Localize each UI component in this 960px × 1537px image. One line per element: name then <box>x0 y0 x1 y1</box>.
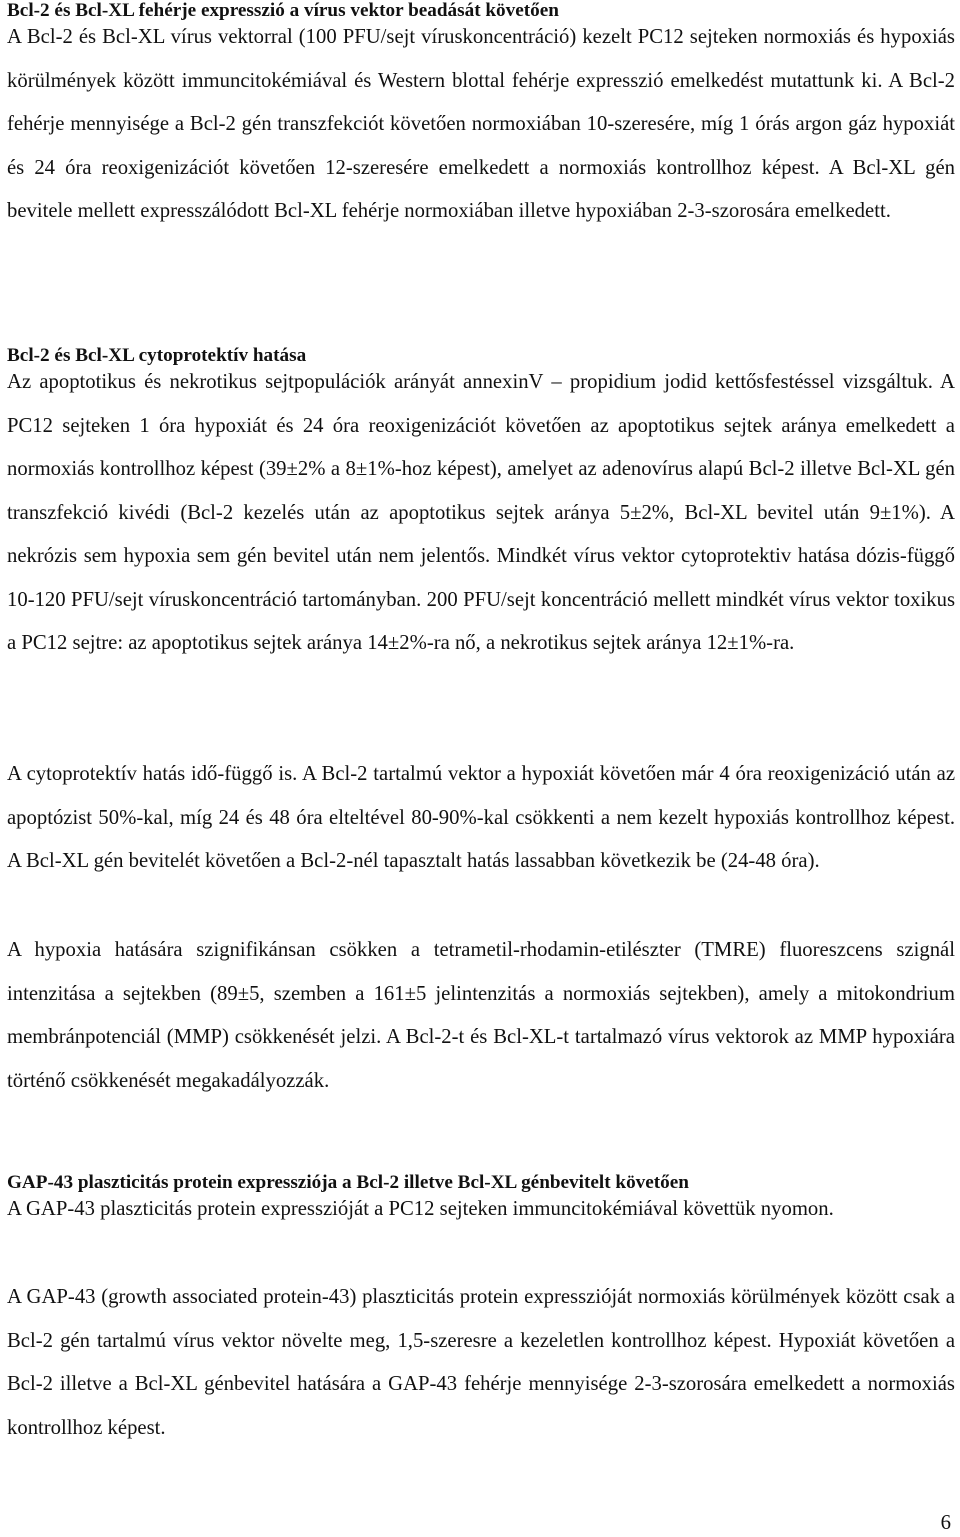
paragraph: Az apoptotikus és nekrotikus sejtpopulációk arányát annexinV – propidium jodid kettősfestéssel vizsgáltuk. A PC12 sejteken 1 óra hypoxiát és 24 óra reoxigenizációt követően az apoptotikus sejtek aránya emelkedett a normoxiás kontrollhoz képest (39±2% a 8±1%-hoz képest), amelyet az adenovírus alapú Bcl-2 illetve Bcl-XL gén transzfekció kivédi (Bcl-2 kezelés után az apoptotikus sejtek aránya 5±2%, Bcl-XL bevitel után 9±1%). A nekrózis sem hypoxia sem gén bevitel után nem jelentős. Mindkét vírus vektor cytoprotektiv hatása dózis-függő 10-120 PFU/sejt víruskoncentráció tartományban. 200 PFU/sejt koncentráció mellett mindkét vírus vektor toxikus a PC12 sejtre: az apoptotikus sejtek aránya 14±2%-ra nő, a nekrotikus sejtek aránya 12±1%-ra. <box>7 371 955 654</box>
paragraph: A hypoxia hatására szignifikánsan csökken a tetrametil-rhodamin-etilészter (TMRE) fluoreszcens szignál intenzitása a sejtekben (89±5, szemben a 161±5 jelintenzitás a normoxiás sejtekben), amely a mitokondrium membránpotenciál (MMP) csökkenését jelzi. A Bcl-2-t és Bcl-XL-t tartalmazó vírus vektorok az MMP hypoxiára történő csökkenését megakadályozzák. <box>7 939 955 1092</box>
paragraph: A GAP-43 (growth associated protein-43) plaszticitás protein expresszióját normoxiás körülmények között csak a Bcl-2 gén tartalmú vírus vektor növelte meg, 1,5-szeresre a kezeletlen kontrollhoz képest. Hypoxiát követően a Bcl-2 illetve a Bcl-XL génbevitel hatására a GAP-43 fehérje mennyisége 2-3-szorosára emelkedett a normoxiás kontrollhoz képest. <box>7 1286 955 1439</box>
section-heading-gap43: GAP-43 plaszticitás protein expressziója a Bcl-2 illetve Bcl-XL génbevitelt követően <box>7 1172 689 1193</box>
section-heading-bcl-expression: Bcl-2 és Bcl-XL fehérje expresszió a vírus vektor beadását követően <box>7 0 559 21</box>
section-heading-cytoprotective-effect: Bcl-2 és Bcl-XL cytoprotektív hatása <box>7 345 307 366</box>
paragraph: A cytoprotektív hatás idő-függő is. A Bcl-2 tartalmú vektor a hypoxiát követően már 4 óra reoxigenizáció után az apoptózist 50%-kal, míg 24 és 48 óra elteltével 80-90%-kal csökkenti a nem kezelt hypoxiás kontrollhoz képest. A Bcl-XL gén bevitelét követően a Bcl-2-nél tapasztalt hatás lassabban következik be (24-48 óra). <box>7 763 955 872</box>
paragraph: A GAP-43 plaszticitás protein expresszióját a PC12 sejteken immuncitokémiával követtük nyomon. <box>7 1198 834 1220</box>
page-number: 6 <box>940 1512 951 1534</box>
paragraph: A Bcl-2 és Bcl-XL vírus vektorral (100 PFU/sejt víruskoncentráció) kezelt PC12 sejteken normoxiás és hypoxiás körülmények között immuncitokémiával és Western blottal fehérje expresszió emelkedést mutattunk ki. A Bcl-2 fehérje mennyisége a Bcl-2 gén transzfekciót követően normoxiában 10-szeresére, míg 1 órás argon gáz hypoxiát és 24 óra reoxigenizációt követően 12-szeresére emelkedett a normoxiás kontrollhoz képest. A Bcl-XL gén bevitele mellett expresszálódott Bcl-XL fehérje normoxiában illetve hypoxiában 2-3-szorosára emelkedett. <box>7 26 955 222</box>
